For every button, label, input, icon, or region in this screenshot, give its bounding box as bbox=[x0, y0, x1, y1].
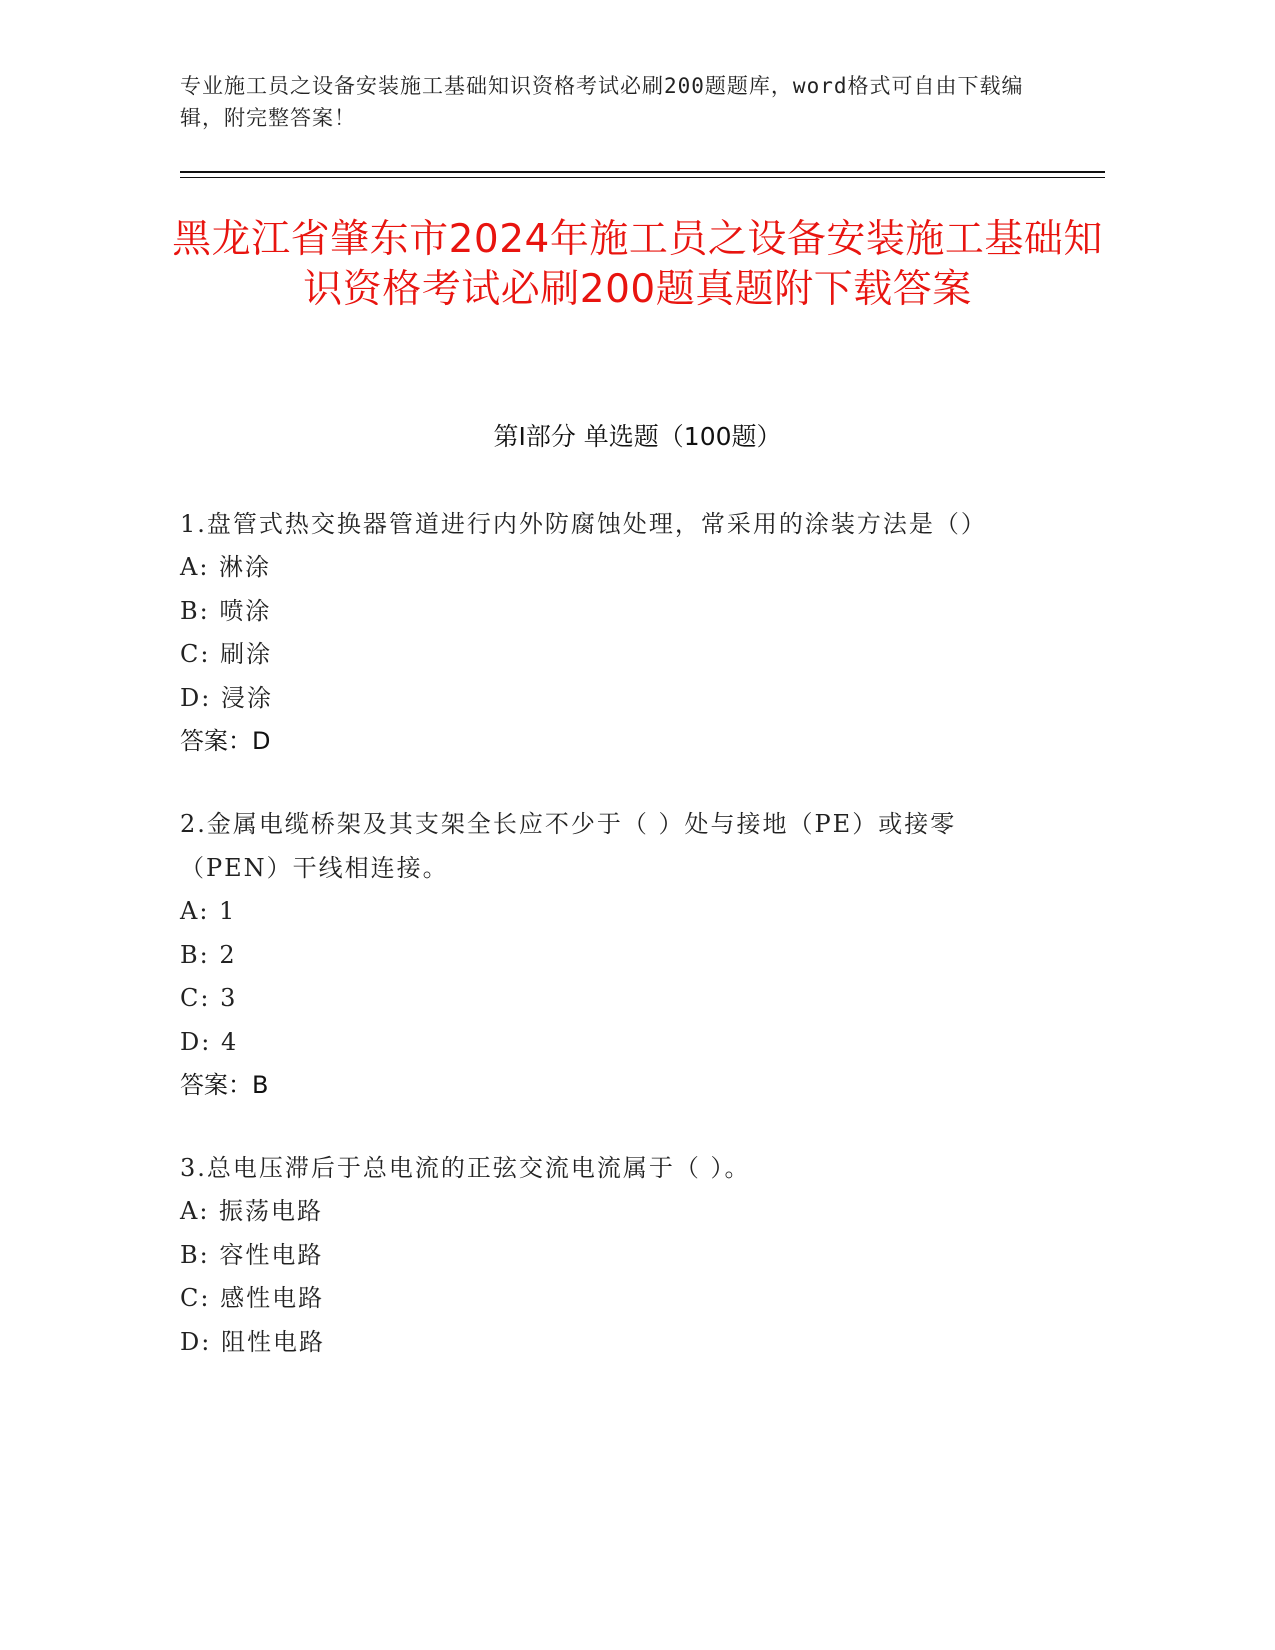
option-a: A: 振荡电路 bbox=[180, 1196, 324, 1225]
answer-line: 答案：D bbox=[180, 727, 271, 756]
question-list bbox=[180, 502, 1040, 1402]
option-d: D: 阻性电路 bbox=[180, 1327, 325, 1356]
option-c: C: 感性电路 bbox=[180, 1284, 325, 1313]
option-b: B: 喷涂 bbox=[180, 596, 272, 625]
option-b: B: 容性电路 bbox=[180, 1240, 324, 1269]
option-d: D: 4 bbox=[180, 1027, 239, 1056]
option-a: A: 淋涂 bbox=[180, 553, 272, 581]
header-divider-thin bbox=[180, 177, 1105, 178]
document-title: 黑龙江省肇东市2024年施工员之设备安装施工基础知识资格考试必刷200题真题附下载答案 bbox=[172, 217, 1103, 312]
option-b: B: 2 bbox=[180, 940, 237, 969]
question-3 bbox=[180, 1146, 1040, 1364]
option-a: A: 1 bbox=[180, 896, 237, 925]
question-1 bbox=[180, 502, 1040, 764]
question-stem: 2.金属电缆桥架及其支架全长应不少于（ ）处与接地（PE）或接零（PEN）干线相连接。 bbox=[180, 809, 957, 882]
header-divider-thick bbox=[180, 171, 1105, 173]
section-heading: 第Ⅰ部分 单选题（100题） bbox=[493, 422, 782, 451]
header-note: 专业施工员之设备安装施工基础知识资格考试必刷200题题库，word格式可自由下载编辑，附完整答案！ bbox=[180, 74, 1024, 130]
question-stem: 1.盘管式热交换器管道进行内外防腐蚀处理，常采用的涂装方法是（） bbox=[180, 510, 987, 538]
question-2 bbox=[180, 802, 1040, 1108]
answer-line: 答案：B bbox=[180, 1071, 269, 1100]
option-c: C: 刷涂 bbox=[180, 640, 273, 669]
option-c: C: 3 bbox=[180, 984, 238, 1013]
option-d: D: 浸涂 bbox=[180, 683, 273, 712]
question-stem: 3.总电压滞后于总电流的正弦交流电流属于（ ）。 bbox=[180, 1153, 751, 1182]
